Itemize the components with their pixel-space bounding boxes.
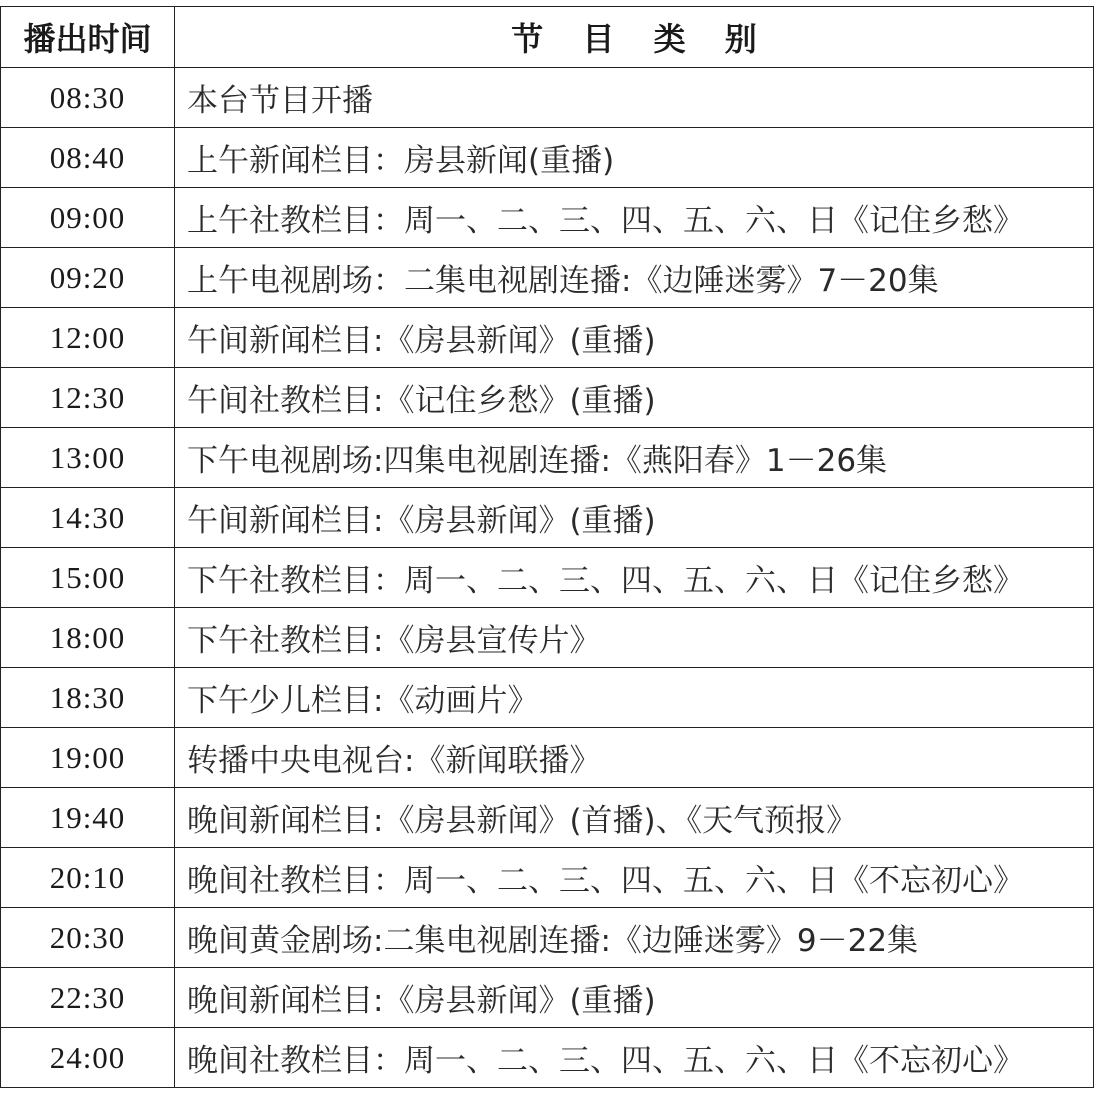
program-category: 上午社教栏目：周一、二、三、四、五、六、日《记住乡愁》 <box>175 188 1094 248</box>
program-category: 午间新闻栏目:《房县新闻》(重播) <box>175 308 1094 368</box>
table-row <box>1 488 1094 548</box>
broadcast-time: 20:30 <box>1 908 175 968</box>
table-body <box>1 68 1094 1088</box>
program-category: 下午社教栏目：周一、二、三、四、五、六、日《记住乡愁》 <box>175 548 1094 608</box>
table-row <box>1 248 1094 308</box>
broadcast-time: 22:30 <box>1 968 175 1028</box>
program-category: 上午电视剧场：二集电视剧连播:《边陲迷雾》7－20集 <box>175 248 1094 308</box>
table-row <box>1 308 1094 368</box>
program-category: 午间新闻栏目:《房县新闻》(重播) <box>175 488 1094 548</box>
program-category: 下午社教栏目:《房县宣传片》 <box>175 608 1094 668</box>
table-row <box>1 68 1094 128</box>
broadcast-time: 19:40 <box>1 788 175 848</box>
table-row <box>1 788 1094 848</box>
program-category: 晚间社教栏目：周一、二、三、四、五、六、日《不忘初心》 <box>175 1028 1094 1088</box>
broadcast-time: 08:40 <box>1 128 175 188</box>
header-program: 节 目 类 别 <box>175 7 1094 68</box>
program-category: 晚间新闻栏目:《房县新闻》(首播)、《天气预报》 <box>175 788 1094 848</box>
table-row <box>1 908 1094 968</box>
broadcast-time: 19:00 <box>1 728 175 788</box>
program-category: 晚间新闻栏目:《房县新闻》(重播) <box>175 968 1094 1028</box>
program-category: 下午电视剧场:四集电视剧连播:《燕阳春》1－26集 <box>175 428 1094 488</box>
table-row <box>1 608 1094 668</box>
header-row <box>1 7 1094 68</box>
broadcast-time: 12:30 <box>1 368 175 428</box>
program-category: 晚间黄金剧场:二集电视剧连播:《边陲迷雾》9－22集 <box>175 908 1094 968</box>
table-row <box>1 968 1094 1028</box>
table-row <box>1 428 1094 488</box>
header-time: 播出时间 <box>1 7 175 68</box>
program-category: 晚间社教栏目：周一、二、三、四、五、六、日《不忘初心》 <box>175 848 1094 908</box>
program-category: 下午少儿栏目:《动画片》 <box>175 668 1094 728</box>
broadcast-time: 08:30 <box>1 68 175 128</box>
broadcast-time: 12:00 <box>1 308 175 368</box>
program-category: 上午新闻栏目：房县新闻(重播) <box>175 128 1094 188</box>
broadcast-time: 13:00 <box>1 428 175 488</box>
table-row <box>1 728 1094 788</box>
table-row <box>1 368 1094 428</box>
table-row <box>1 548 1094 608</box>
program-category: 本台节目开播 <box>175 68 1094 128</box>
table-row <box>1 1028 1094 1088</box>
broadcast-time: 09:00 <box>1 188 175 248</box>
broadcast-time: 14:30 <box>1 488 175 548</box>
broadcast-time: 24:00 <box>1 1028 175 1088</box>
table-row <box>1 128 1094 188</box>
table-row <box>1 188 1094 248</box>
broadcast-time: 18:00 <box>1 608 175 668</box>
broadcast-time: 15:00 <box>1 548 175 608</box>
broadcast-time: 18:30 <box>1 668 175 728</box>
table-row <box>1 668 1094 728</box>
table-row <box>1 848 1094 908</box>
table-header <box>1 7 1094 68</box>
broadcast-time: 20:10 <box>1 848 175 908</box>
broadcast-time: 09:20 <box>1 248 175 308</box>
program-category: 午间社教栏目:《记住乡愁》(重播) <box>175 368 1094 428</box>
program-schedule-table <box>0 6 1094 1088</box>
program-category: 转播中央电视台:《新闻联播》 <box>175 728 1094 788</box>
